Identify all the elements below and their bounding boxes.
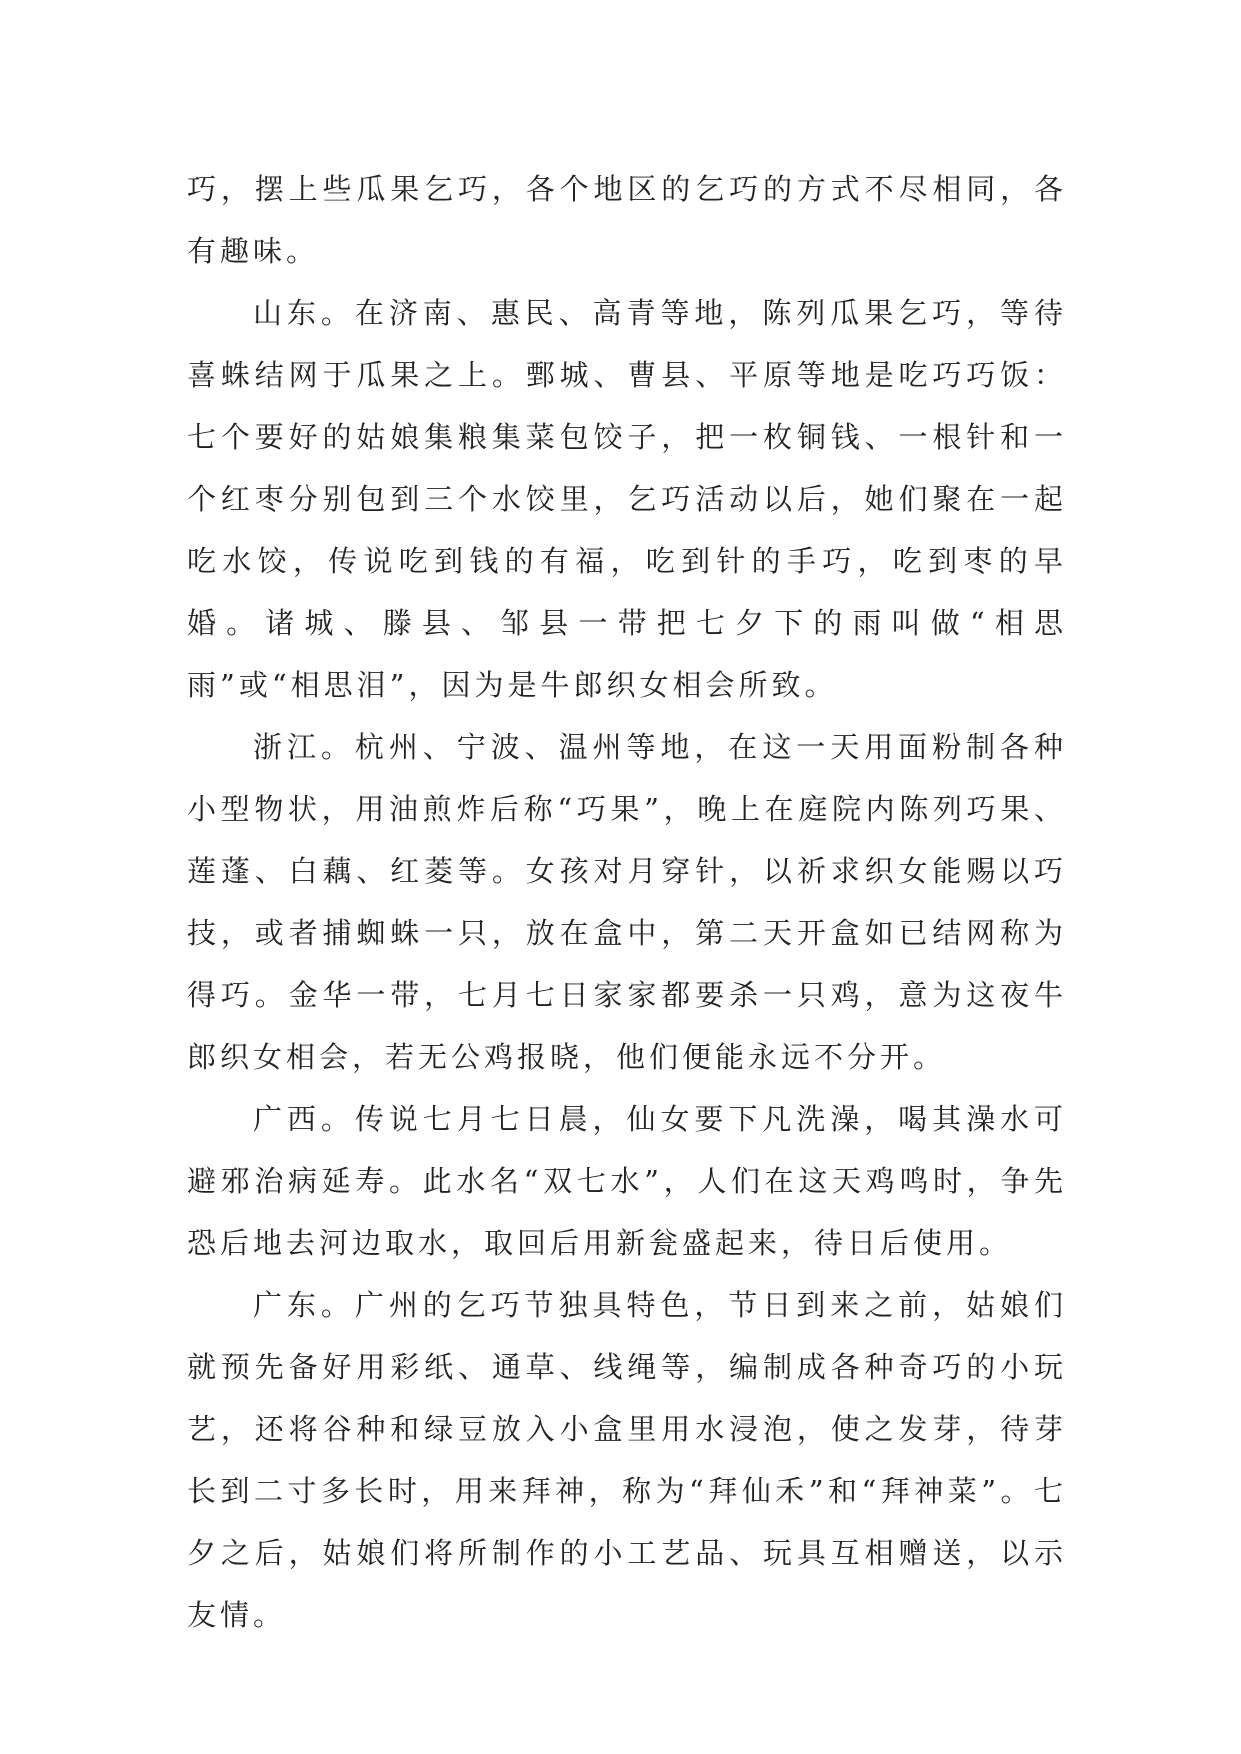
paragraph-zhejiang: 浙江。杭州、宁波、温州等地，在这一天用面粉制各种小型物状，用油煎炸后称“巧果”，晚上在庭院内陈列巧果、莲蓬、白藕、红菱等。女孩对月穿针，以祈求织女能赐以巧技，或者捕蜘蛛一只，放在盒中，第二天开盒如已结网称为得巧。金华一带，七月七日家家都要杀一只鸡，意为这夜牛郎织女相会，若无公鸡报晓，他们便能永远不分开。: [187, 730, 1067, 1074]
paragraph-continuation: 巧，摆上些瓜果乞巧，各个地区的乞巧的方式不尽相同，各有趣味。: [187, 172, 1067, 268]
paragraph-guangxi: 广西。传说七月七日晨，仙女要下凡洗澡，喝其澡水可避邪治病延寿。此水名“双七水”，人们在这天鸡鸣时，争先恐后地去河边取水，取回后用新瓮盛起来，待日后使用。: [187, 1102, 1067, 1260]
document-body: [187, 158, 1067, 1646]
paragraph-shandong: 山东。在济南、惠民、高青等地，陈列瓜果乞巧，等待喜蛛结网于瓜果之上。鄄城、曹县、平原等地是吃巧巧饭：七个要好的姑娘集粮集菜包饺子，把一枚铜钱、一根针和一个红枣分别包到三个水饺里，乞巧活动以后，她们聚在一起吃水饺，传说吃到钱的有福，吃到针的手巧，吃到枣的早婚。诸城、滕县、邹县一带把七夕下的雨叫做“相思雨”或“相思泪”，因为是牛郎织女相会所致。: [187, 296, 1067, 702]
paragraph-guangdong: 广东。广州的乞巧节独具特色，节日到来之前，姑娘们就预先备好用彩纸、通草、线绳等，编制成各种奇巧的小玩艺，还将谷种和绿豆放入小盒里用水浸泡，使之发芽，待芽长到二寸多长时，用来拜神，称为“拜仙禾”和“拜神菜”。七夕之后，姑娘们将所制作的小工艺品、玩具互相赠送，以示友情。: [187, 1288, 1067, 1632]
